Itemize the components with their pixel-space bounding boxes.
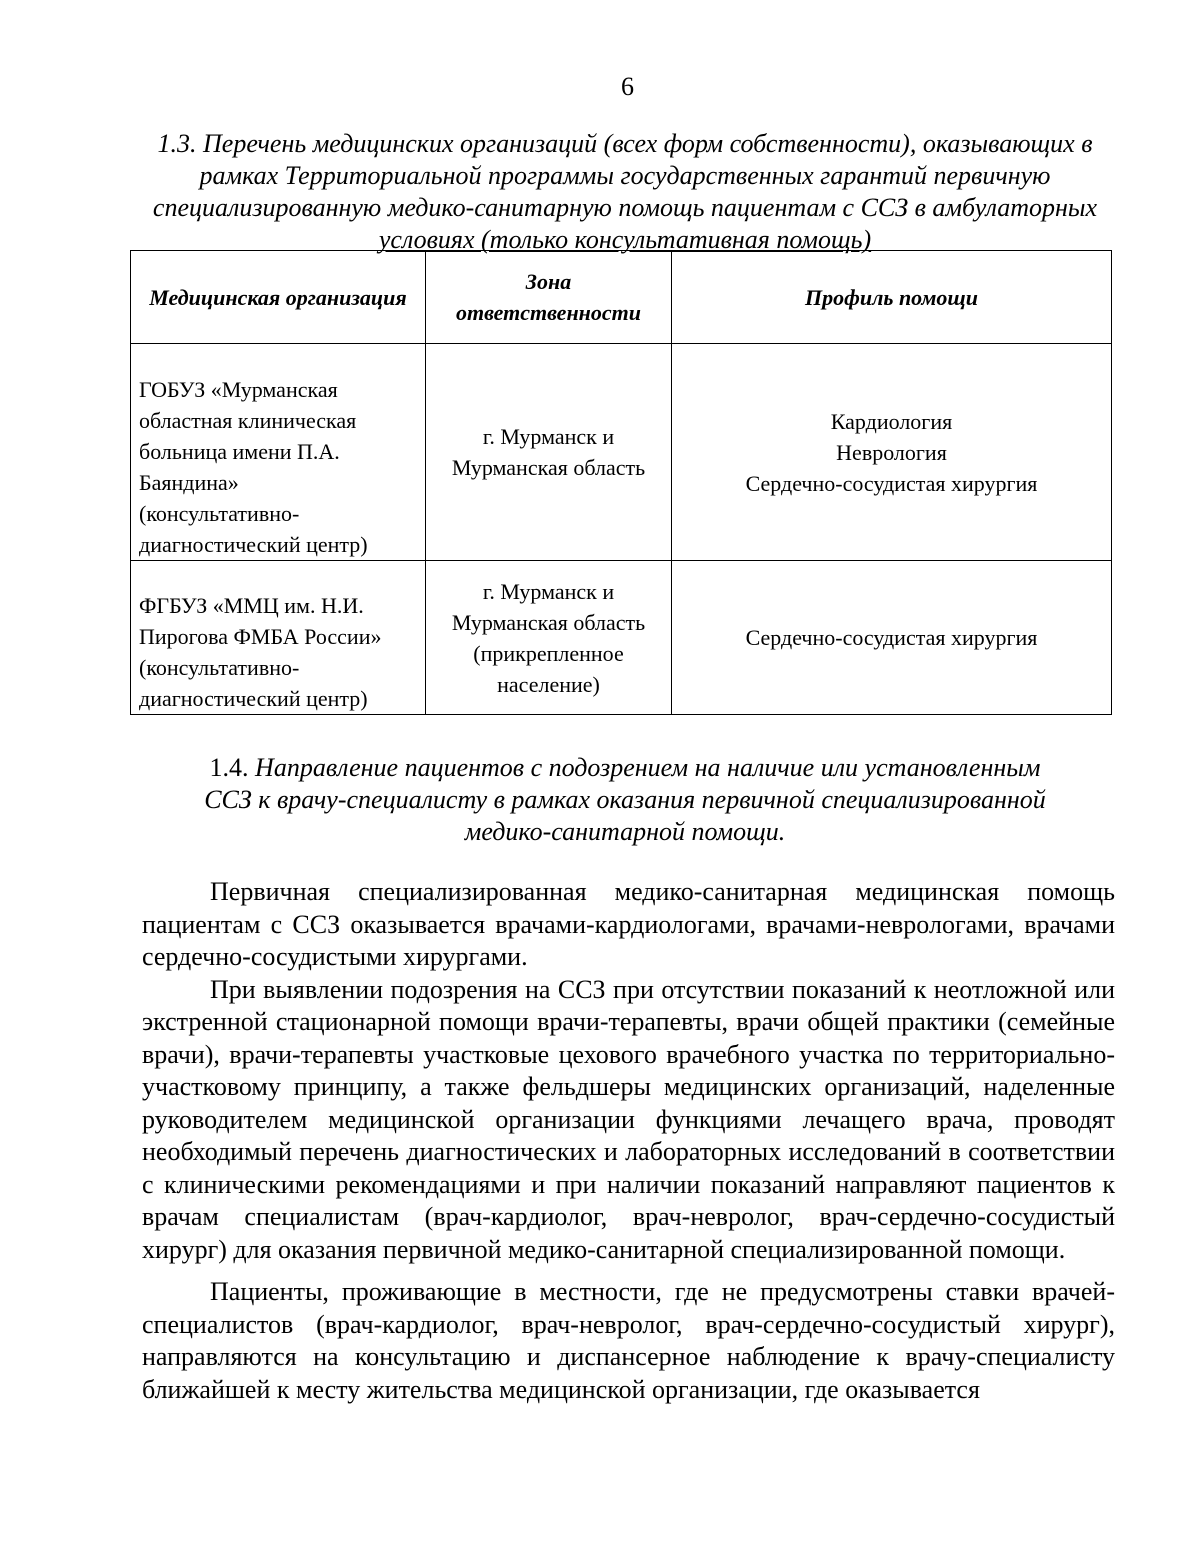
cell-line: Баяндина» bbox=[139, 470, 239, 495]
cell-line: ФГБУЗ «ММЦ им. Н.И. bbox=[139, 593, 364, 618]
cell-line: Сердечно-сосудистая хирургия bbox=[745, 625, 1038, 650]
paragraph: Первичная специализированная медико-санитарная медицинская помощь пациентам с ССЗ оказывается врачами-кардиологами, врачами-неврологами, врачами сердечно-сосудистыми хирургами. bbox=[142, 877, 1115, 971]
profile-cell bbox=[672, 561, 1112, 715]
heading-line bbox=[130, 752, 1120, 784]
header-line: ответственности bbox=[455, 300, 641, 325]
body-text bbox=[142, 876, 1115, 1406]
cell-line: диагностический центр) bbox=[139, 686, 368, 711]
heading-line: рамках Территориальной программы государственных гарантий первичную bbox=[199, 161, 1051, 190]
paragraph: Пациенты, проживающие в местности, где не предусмотрены ставки врачей-специалистов (врач-кардиолог, врач-невролог, врач-сердечно-сосудистый хирург), направляются на консультацию и диспансерное наблюдение к врачу-специалисту ближайшей к месту жительства медицинской организации, где оказывается bbox=[142, 1277, 1115, 1404]
cell-line: Пирогова ФМБА России» bbox=[139, 624, 382, 649]
cell-line: население) bbox=[497, 671, 600, 697]
cell-line: Кардиология bbox=[830, 408, 953, 434]
cell-line: Неврология bbox=[836, 439, 947, 465]
header-line: Зона bbox=[525, 269, 572, 294]
heading-line: условиях (только консультативная помощь) bbox=[378, 225, 872, 254]
cell-line: Мурманская область bbox=[451, 455, 646, 480]
table-header-row bbox=[131, 251, 1112, 344]
cell-line: Сердечно-сосудистая хирургия bbox=[745, 470, 1038, 496]
page-number: 6 bbox=[621, 72, 634, 101]
header-care-profile: Профиль помощи bbox=[672, 251, 1112, 344]
table-row bbox=[131, 344, 1112, 561]
heading-line: 1.3. Перечень медицинских организаций (всех форм собственности), оказывающих в bbox=[157, 129, 1093, 158]
section-1-4-heading bbox=[130, 752, 1120, 848]
heading-line: специализированную медико-санитарную помощь пациентам с ССЗ в амбулаторных bbox=[152, 193, 1098, 222]
section-number: 1.4. bbox=[209, 753, 249, 782]
cell-line: диагностический центр) bbox=[139, 532, 368, 557]
heading-line: медико-санитарной помощи. bbox=[464, 817, 786, 846]
organization-cell bbox=[131, 561, 426, 715]
heading-line: ССЗ к врачу-специалисту в рамках оказания первичной специализированной bbox=[204, 785, 1046, 814]
zone-cell bbox=[426, 344, 672, 561]
medical-organizations-table bbox=[130, 250, 1112, 715]
cell-line: ГОБУЗ «Мурманская bbox=[139, 377, 338, 402]
header-responsibility-zone bbox=[426, 251, 672, 344]
heading-text: Направление пациентов с подозрением на наличие или установленным bbox=[255, 753, 1041, 782]
cell-line: (консультативно- bbox=[139, 501, 300, 526]
cell-line: г. Мурманск и bbox=[482, 424, 615, 449]
cell-line: г. Мурманск и bbox=[482, 578, 615, 604]
cell-line: больница имени П.А. bbox=[139, 439, 340, 464]
cell-line: Мурманская область bbox=[451, 609, 646, 635]
paragraph: При выявлении подозрения на ССЗ при отсутствии показаний к неотложной или экстренной стационарной помощи врачи-терапевты, врачи общей практики (семейные врачи), врачи-терапевты участковые цехового врачебного участка по территориально-участковому принципу, а также фельдшеры медицинских организаций, наделенные руководителем медицинской организации функциями лечащего врача, проводят необходимый перечень диагностических и лабораторных исследований в соответствии с клиническими рекомендациями и при наличии показаний направляют пациентов к врачам специалистам (врач-кардиолог, врач-невролог, врач-сердечно-сосудистый хирург) для оказания первичной медико-санитарной специализированной помощи. bbox=[142, 974, 1115, 1264]
header-medical-organization: Медицинская организация bbox=[131, 251, 426, 344]
zone-cell bbox=[426, 561, 672, 715]
table-row bbox=[131, 561, 1112, 715]
cell-line: областная клиническая bbox=[139, 408, 357, 433]
cell-line: (консультативно- bbox=[139, 655, 300, 680]
cell-line: (прикрепленное bbox=[473, 640, 624, 666]
organization-cell bbox=[131, 344, 426, 561]
section-1-3-heading bbox=[130, 128, 1120, 256]
profile-cell bbox=[672, 344, 1112, 561]
